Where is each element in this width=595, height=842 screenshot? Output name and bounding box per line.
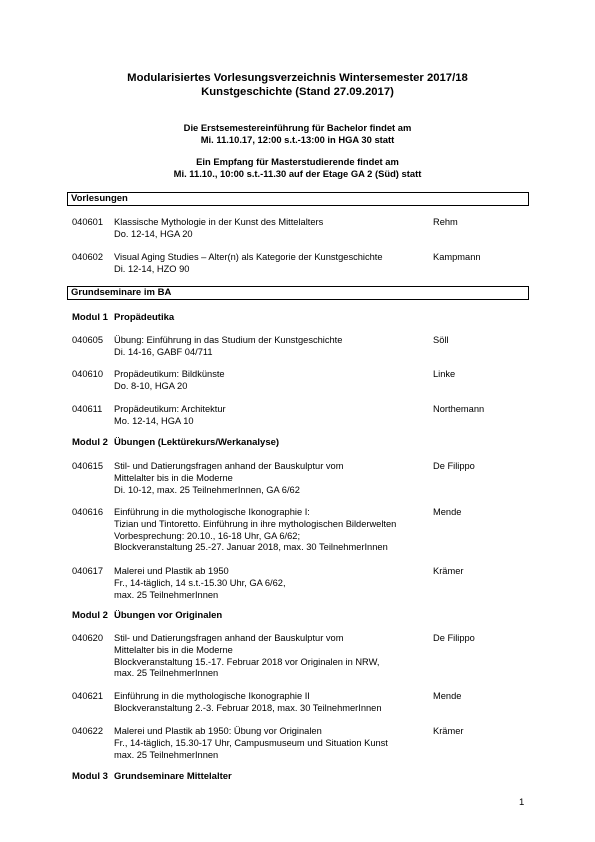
course-teacher: Krämer [433, 726, 464, 736]
title-line-1: Modularisiertes Vorlesungsverzeichnis Wintersemester 2017/18 [127, 72, 468, 84]
course-teacher: Linke [433, 369, 456, 379]
course-teacher: Mende [433, 507, 462, 517]
module-label: Übungen vor Originalen [114, 610, 223, 621]
course-info: Di. 10-12, max. 25 TeilnehmerInnen, GA 6/62 [114, 484, 300, 495]
course-info: Do. 8-10, HGA 20 [114, 380, 188, 391]
course-teacher: Mende [433, 691, 462, 701]
course-info: max. 25 TeilnehmerInnen [114, 589, 219, 600]
course-title: Einführung in die mythologische Ikonographie I: [114, 507, 310, 517]
course-details [114, 633, 424, 680]
page-number: 1 [519, 797, 525, 808]
module-label: Propädeutika [114, 312, 175, 323]
course-number: 040601 [72, 217, 104, 227]
course-teacher: De Filippo [433, 461, 475, 471]
course-teacher: Söll [433, 335, 449, 345]
course-info: Vorbesprechung: 20.10., 16-18 Uhr, GA 6/62; [114, 530, 301, 541]
course-info: Di. 14-16, GABF 04/711 [114, 346, 213, 357]
course-title: Propädeutikum: Bildkünste [114, 369, 225, 379]
course-title: Propädeutikum: Architektur [114, 404, 226, 414]
module-label: Grundseminare Mittelalter [114, 771, 232, 782]
course-info: max. 25 TeilnehmerInnen [114, 668, 219, 679]
module-heading [72, 437, 279, 449]
course-teacher: Krämer [433, 566, 464, 576]
course-number: 040622 [72, 726, 104, 736]
course-teacher: De Filippo [433, 633, 475, 643]
course-number: 040611 [72, 404, 103, 414]
course-details [114, 691, 424, 715]
course-title: Malerei und Plastik ab 1950: Übung vor Originalen [114, 726, 322, 736]
course-info: Blockveranstaltung 15.-17. Februar 2018 vor Originalen in NRW, [114, 656, 380, 667]
course-title: Einführung in die mythologische Ikonographie II [114, 691, 310, 701]
module-number: Modul 2 [72, 610, 108, 621]
course-details [114, 726, 424, 761]
course-number: 040617 [72, 566, 104, 576]
course-info: Fr., 14-täglich, 15.30-17 Uhr, Campusmuseum und Situation Kunst [114, 737, 388, 748]
course-info: Di. 12-14, HZO 90 [114, 263, 190, 274]
course-title: Stil- und Datierungsfragen anhand der Bauskulptur vom [114, 461, 344, 471]
notice-line: Die Erstsemestereinführung für Bachelor findet am [183, 122, 412, 133]
course-info: Blockveranstaltung 2.-3. Februar 2018, max. 30 TeilnehmerInnen [114, 702, 382, 713]
course-details [114, 461, 424, 496]
bachelor-intro-notice [0, 122, 595, 146]
module-number: Modul 3 [72, 771, 108, 782]
course-title: Mittelalter bis in die Moderne [114, 472, 233, 483]
course-details [114, 217, 424, 241]
course-info: Mo. 12-14, HGA 10 [114, 415, 194, 426]
module-heading [72, 610, 222, 622]
module-label: Übungen (Lektürekurs/Werkanalyse) [114, 437, 280, 448]
course-info: max. 25 TeilnehmerInnen [114, 749, 219, 760]
course-details [114, 566, 424, 601]
course-title: Tizian und Tintoretto. Einführung in ihre mythologischen Bilderwelten [114, 518, 397, 529]
course-details [114, 335, 424, 359]
course-info: Fr., 14-täglich, 14 s.t.-15.30 Uhr, GA 6/62, [114, 577, 286, 588]
course-details [114, 507, 424, 554]
course-details [114, 404, 424, 428]
master-reception-notice [0, 156, 595, 180]
course-info: Do. 12-14, HGA 20 [114, 228, 193, 239]
course-teacher: Kampmann [433, 252, 481, 262]
course-title: Visual Aging Studies – Alter(n) als Kategorie der Kunstgeschichte [114, 252, 383, 262]
course-number: 040616 [72, 507, 104, 517]
module-number: Modul 2 [72, 437, 108, 448]
notice-line: Ein Empfang für Masterstudierende findet am [196, 156, 399, 167]
course-details [114, 252, 424, 276]
course-number: 040610 [72, 369, 104, 379]
course-teacher: Northemann [433, 404, 485, 414]
course-teacher: Rehm [433, 217, 458, 227]
course-number: 040620 [72, 633, 104, 643]
module-number: Modul 1 [72, 312, 108, 323]
course-details [114, 369, 424, 393]
module-heading [72, 312, 174, 324]
course-title: Übung: Einführung in das Studium der Kunstgeschichte [114, 335, 343, 345]
section-header-grundseminare: Grundseminare im BA [67, 286, 529, 300]
course-title: Malerei und Plastik ab 1950 [114, 566, 229, 576]
course-title: Mittelalter bis in die Moderne [114, 644, 233, 655]
course-info: Blockveranstaltung 25.-27. Januar 2018, max. 30 TeilnehmerInnen [114, 542, 388, 553]
document-title [0, 71, 595, 99]
notice-line: Mi. 11.10., 10:00 s.t.-11.30 auf der Etage GA 2 (Süd) statt [173, 168, 422, 179]
course-title: Stil- und Datierungsfragen anhand der Bauskulptur vom [114, 633, 344, 643]
course-number: 040621 [72, 691, 104, 701]
course-number: 040615 [72, 461, 104, 471]
module-heading [72, 771, 232, 783]
course-title: Klassische Mythologie in der Kunst des Mittelalters [114, 217, 324, 227]
section-header-vorlesungen: Vorlesungen [67, 192, 529, 206]
course-number: 040602 [72, 252, 104, 262]
course-number: 040605 [72, 335, 104, 345]
notice-line: Mi. 11.10.17, 12:00 s.t.-13:00 in HGA 30 statt [200, 134, 395, 145]
title-line-2: Kunstgeschichte (Stand 27.09.2017) [201, 86, 394, 98]
